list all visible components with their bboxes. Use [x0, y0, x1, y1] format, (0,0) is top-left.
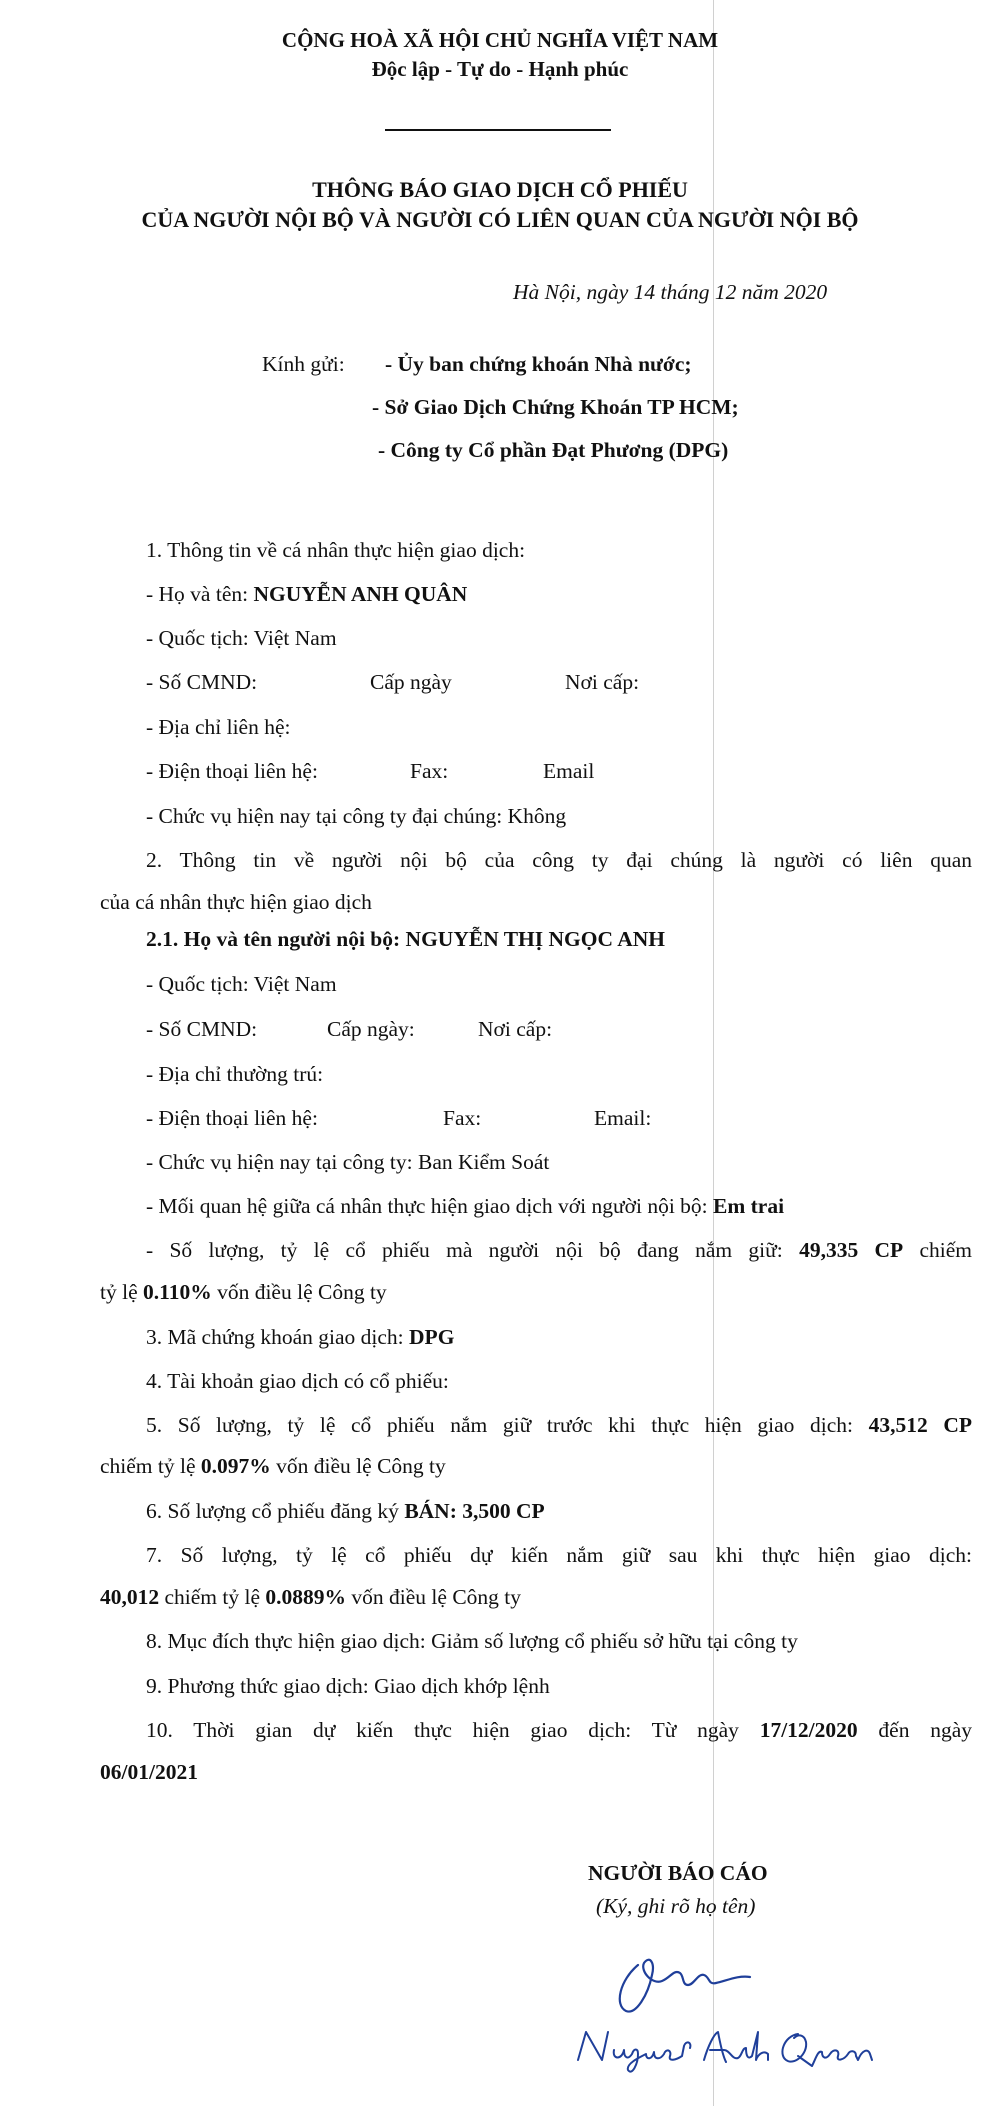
schedule-to-date: 06/01/2021 — [100, 1760, 198, 1784]
schedule-text: 10. Thời gian dự kiến thực hiện giao dịch: Từ ngày — [146, 1718, 739, 1742]
title-line-2: CỦA NGƯỜI NỘI BỘ VÀ NGƯỜI CÓ LIÊN QUAN CỦA NGƯỜI NỘI BỘ — [141, 207, 859, 232]
section2-relation-row — [146, 1192, 784, 1220]
schedule-from-date: 17/12/2020 — [759, 1718, 858, 1742]
pre-holding-prefix: chiếm tỷ lệ — [100, 1454, 196, 1478]
section8-row: 8. Mục đích thực hiện giao dịch: Giảm số lượng cổ phiếu sở hữu tại công ty — [146, 1629, 798, 1653]
section1-address-label: - Địa chỉ liên hệ: — [146, 715, 291, 739]
section5-line1 — [146, 1411, 972, 1439]
section2-id-place-label: Nơi cấp: — [478, 1017, 553, 1041]
registered-value: 3,500 CP — [462, 1499, 545, 1523]
handwritten-signature-icon — [600, 1945, 780, 2025]
section2-phone-label: - Điện thoại liên hệ: — [146, 1106, 318, 1130]
ticker-label: 3. Mã chứng khoán giao dịch: — [146, 1325, 404, 1349]
holding-prefix: tỷ lệ — [100, 1280, 138, 1304]
document-title — [0, 176, 1000, 234]
holding-line2-tail: vốn điều lệ Công ty — [217, 1280, 387, 1304]
section1-nationality: - Quốc tịch: Việt Nam — [146, 626, 337, 650]
section9-row: 9. Phương thức giao dịch: Giao dịch khớp lệnh — [146, 1674, 550, 1698]
country-name: CỘNG HOÀ XÃ HỘI CHỦ NGHĨA VIỆT NAM — [281, 28, 719, 52]
header-divider — [385, 129, 611, 131]
post-holding-mid: chiếm tỷ lệ — [164, 1585, 261, 1609]
section2-address-label: - Địa chỉ thường trú: — [146, 1062, 324, 1086]
section10-line1 — [146, 1716, 972, 1744]
post-holding-shares: 40,012 — [100, 1585, 160, 1609]
section2-heading-line2: của cá nhân thực hiện giao dịch — [100, 890, 372, 914]
section7-line1: 7. Số lượng, tỷ lệ cổ phiếu dự kiến nắm giữ sau khi thực hiện giao dịch: — [146, 1543, 972, 1567]
insider-label: 2.1. Họ và tên người nội bộ: — [146, 927, 401, 951]
section2-holding-line1 — [146, 1236, 972, 1264]
section1-id-label: - Số CMND: — [146, 670, 258, 694]
pre-holding-pct: 0.097% — [200, 1454, 271, 1478]
holding-text: - Số lượng, tỷ lệ cổ phiếu mà người nội bộ đang nắm giữ: — [146, 1238, 783, 1262]
holding-shares: 49,335 CP — [799, 1238, 904, 1262]
section1-email-label: Email — [543, 759, 595, 783]
registered-action: BÁN — [404, 1499, 450, 1523]
insider-name-row — [146, 925, 665, 953]
post-holding-tail: vốn điều lệ Công ty — [351, 1585, 522, 1609]
pre-holding-shares: 43,512 CP — [868, 1413, 972, 1437]
section2-fax-label: Fax: — [443, 1106, 482, 1130]
signature-note: (Ký, ghi rõ họ tên) — [596, 1894, 756, 1918]
pre-holding-tail: vốn điều lệ Công ty — [276, 1454, 446, 1478]
section7-line2 — [100, 1583, 521, 1611]
registered-label: 6. Số lượng cổ phiếu đăng ký — [146, 1499, 399, 1523]
recipients-label: Kính gửi: — [262, 352, 345, 376]
place-date: Hà Nội, ngày 14 tháng 12 năm 2020 — [513, 280, 828, 304]
section2-id-date-label: Cấp ngày: — [327, 1017, 415, 1041]
holding-pct: 0.110% — [143, 1280, 212, 1304]
relation-value: Em trai — [713, 1194, 785, 1218]
section2-id-label: - Số CMND: — [146, 1017, 258, 1041]
section6-row: 6. Số lượng cổ phiếu đăng ký BÁN: 3,500 CP — [146, 1499, 545, 1523]
signature-title: NGƯỜI BÁO CÁO — [588, 1861, 768, 1885]
name-label: - Họ và tên: — [146, 582, 249, 606]
section2-holding-line2 — [100, 1278, 387, 1306]
relation-label: - Mối quan hệ giữa cá nhân thực hiện giao dịch với người nội bộ: — [146, 1194, 708, 1218]
section1-id-date-label: Cấp ngày — [370, 670, 452, 694]
section1-name-row — [146, 580, 467, 608]
recipient-hose: - Sở Giao Dịch Chứng Khoán TP HCM; — [372, 395, 739, 419]
holding-tail: chiếm — [919, 1238, 972, 1262]
ticker-value: DPG — [409, 1325, 455, 1349]
handwritten-name-icon — [572, 2020, 882, 2090]
name-value: NGUYỄN ANH QUÂN — [253, 582, 468, 606]
recipient-company: - Công ty Cổ phần Đạt Phương (DPG) — [378, 438, 729, 462]
section4-row: 4. Tài khoản giao dịch có cổ phiếu: — [146, 1369, 449, 1393]
section5-line2 — [100, 1452, 446, 1480]
pre-holding-text: 5. Số lượng, tỷ lệ cổ phiếu nắm giữ trước khi thực hiện giao dịch: — [146, 1413, 853, 1437]
schedule-tail: đến ngày — [878, 1718, 973, 1742]
section2-position: - Chức vụ hiện nay tại công ty: Ban Kiểm Soát — [146, 1150, 550, 1174]
title-line-1: THÔNG BÁO GIAO DỊCH CỔ PHIẾU — [312, 177, 688, 202]
section1-position: - Chức vụ hiện nay tại công ty đại chúng: Không — [146, 804, 567, 828]
section3-row — [146, 1323, 454, 1351]
section2-nationality: - Quốc tịch: Việt Nam — [146, 972, 337, 996]
scan-artifact-line — [713, 0, 714, 2106]
section1-phone-label: - Điện thoại liên hệ: — [146, 759, 318, 783]
section2-email-label: Email: — [594, 1106, 652, 1130]
national-header — [250, 26, 750, 83]
insider-name: NGUYỄN THỊ NGỌC ANH — [405, 927, 665, 951]
section1-heading: 1. Thông tin về cá nhân thực hiện giao dịch: — [146, 538, 526, 562]
section2-heading-line1: 2. Thông tin về người nội bộ của công ty đại chúng là người có liên quan — [146, 848, 972, 872]
recipient-ssc: - Ủy ban chứng khoán Nhà nước; — [385, 352, 692, 376]
section1-id-place-label: Nơi cấp: — [565, 670, 640, 694]
section1-fax-label: Fax: — [410, 759, 449, 783]
national-motto: Độc lập - Tự do - Hạnh phúc — [371, 57, 629, 81]
post-holding-pct: 0.0889% — [265, 1585, 347, 1609]
